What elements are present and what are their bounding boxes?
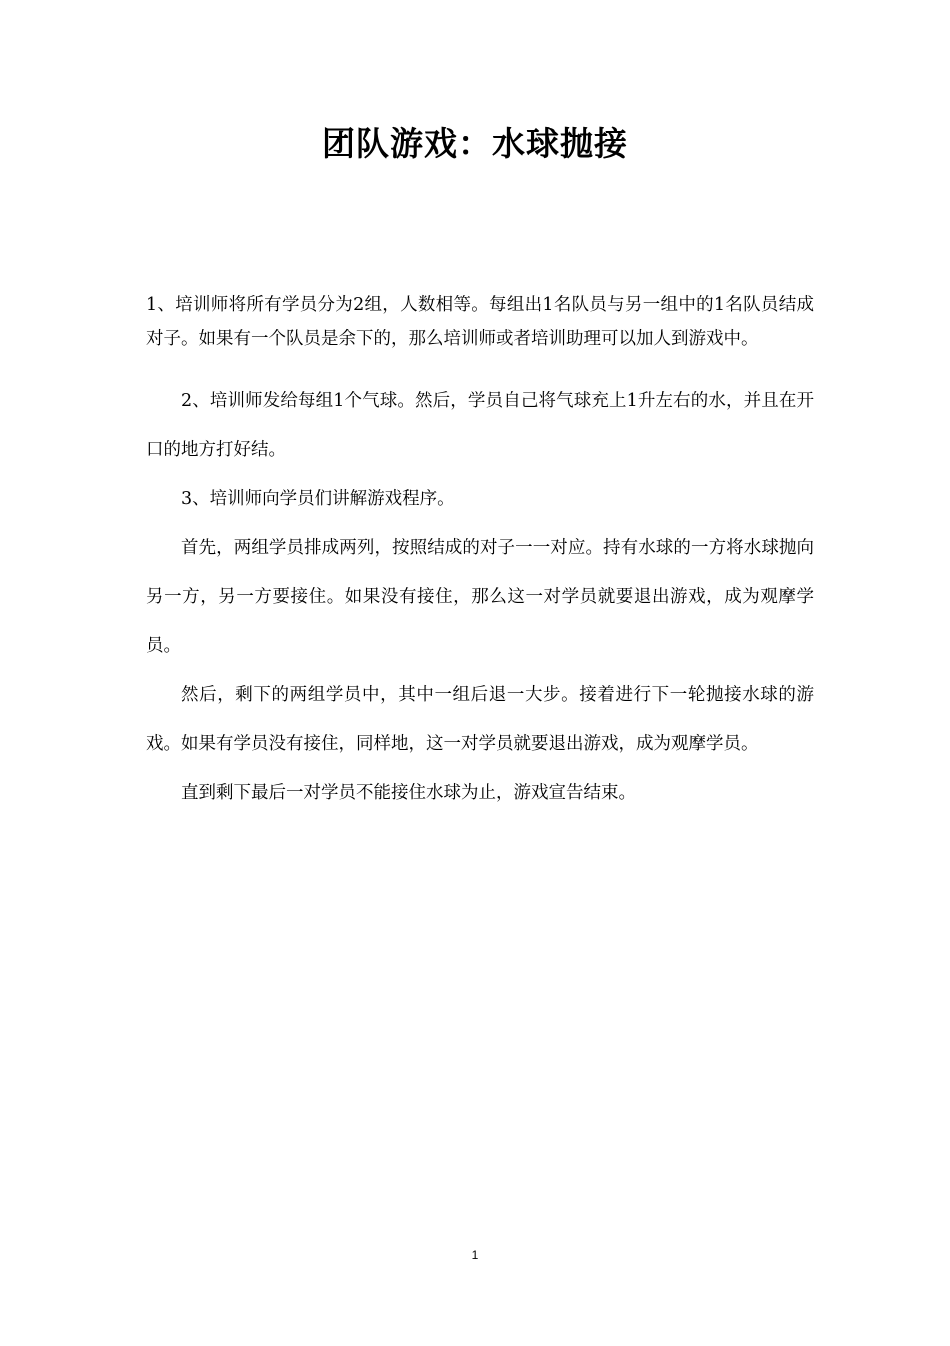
paragraph-then: 然后，剩下的两组学员中，其中一组后退一大步。接着进行下一轮抛接水球的游戏。如果有学员没有接住，同样地，这一对学员就要退出游戏，成为观摩学员。 <box>146 685 814 754</box>
document-body <box>146 288 814 818</box>
paragraph-end: 直到剩下最后一对学员不能接住水球为止，游戏宣告结束。 <box>181 783 636 803</box>
paragraph-first: 首先，两组学员排成两列，按照结成的对子一一对应。持有水球的一方将水球抛向另一方，另一方要接住。如果没有接住，那么这一对学员就要退出游戏，成为观摩学员。 <box>146 538 814 656</box>
page-number: 1 <box>471 1248 479 1262</box>
paragraph-step-1: 1、培训师将所有学员分为2组，人数相等。每组出1名队员与另一组中的1名队员结成对子。如果有一个队员是余下的，那么培训师或者培训助理可以加人到游戏中。 <box>146 295 814 349</box>
paragraph-step-3: 3、培训师向学员们讲解游戏程序。 <box>181 489 455 509</box>
document-title: 团队游戏：水球抛接 <box>322 124 628 163</box>
paragraph-step-2: 2、培训师发给每组1个气球。然后，学员自己将气球充上1升左右的水，并且在开口的地方打好结。 <box>146 391 814 460</box>
